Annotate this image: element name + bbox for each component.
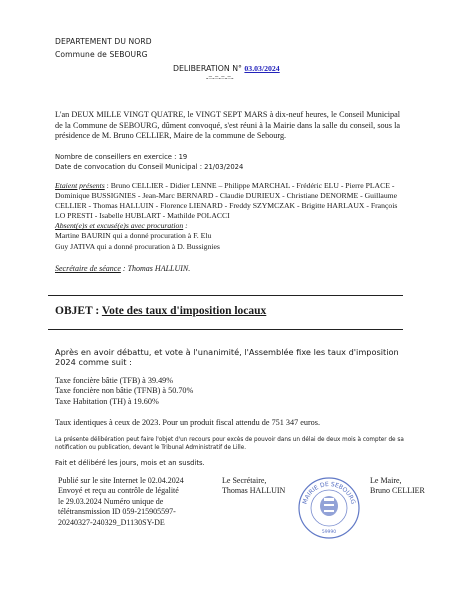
objet-label: OBJET :	[55, 305, 100, 317]
recours-notice: La présente délibération peut faire l'objet d'un recours pour excès de pouvoir dans un délai de deux mois à compter de sa notification ou publication, devant le Tribunal Administratif de Lille.	[55, 437, 404, 451]
objet-top-rule	[48, 295, 403, 296]
objet-bottom-rule	[48, 329, 403, 330]
publication-block	[58, 476, 184, 528]
secretary-role: Le Secrétaire,	[222, 476, 267, 485]
publication-line-1: Publié sur le site Internet le 02.04.2024	[58, 476, 184, 485]
tax-list	[55, 376, 400, 407]
publication-line-5: 20240327-240329_D1130SY-DE	[58, 517, 165, 527]
publication-line-3: le 29.03.2024 Numéro unique de	[58, 496, 164, 506]
decision-intro: Après en avoir débattu, et vote à l'unanimité, l'Assemblée fixe les taux d'imposition 2024 comme suit :	[55, 347, 399, 368]
fait-notice: Fait et délibéré les jours, mois et an susdits.	[55, 459, 205, 467]
mayor-signature-block	[370, 476, 425, 497]
decision-conclusion: Taux identiques à ceux de 2023. Pour un produit fiscal attendu de 751 347 euros.	[55, 418, 321, 427]
secretary-name: Thomas HALLUIN	[222, 486, 286, 496]
objet-title: Vote des taux d'imposition locaux	[101, 305, 267, 317]
secretary-value: : Thomas HALLUIN.	[120, 264, 191, 273]
present-list: : Bruno CELLIER - Didier LENNE – Philippe MARCHAL - Frédéric ELU - Pierre PLACE - Dominique BUSSIGNIES - Jean-Marc BERNARD - Claudie DURIEUX - Christiane DENORME - Guillaume CELLIER - Thomas HALLUIN - Florence LIENARD - Freddy SZYMCZAK - Brigitte HARLAUX - François LO PRESTI - Isabelle HUBLART - Mathilde POLACCI	[55, 181, 398, 221]
councillors-count: Nombre de conseillers en exercice : 19	[55, 153, 188, 161]
mairie-stamp-seal	[297, 476, 361, 540]
deliberation-number: 03.03/2024	[244, 64, 280, 73]
attendance-block	[55, 181, 400, 252]
convocation-date: Date de convocation du Conseil Municipal : 21/03/2024	[55, 163, 244, 171]
secretary-label: Secrétaire de séance	[55, 264, 121, 273]
absent-label: Absent(e)s et excusé(e)s avec procuration	[55, 221, 184, 231]
tax-th: Taxe Habitation (TH) à 19.60%	[55, 396, 159, 406]
stamp-code: 59990	[321, 530, 337, 535]
mayor-name: Bruno CELLIER	[370, 486, 425, 496]
absent-suffix: :	[183, 221, 188, 231]
proxy-line-1: Martine BAURIN qui a donné procuration à F. Elu	[55, 231, 212, 241]
secretary-line	[55, 264, 190, 273]
tax-tfb: Taxe foncière bâtie (TFB) à 39.49%	[55, 376, 174, 385]
header-separator: -=-=-=-=-	[206, 74, 234, 82]
publication-line-2: Envoyé et reçu au contrôle de légalité	[58, 486, 179, 496]
tax-tfnb: Taxe foncière non bâtie (TFNB) à 50.70%	[55, 386, 194, 396]
mayor-role: Le Maire,	[370, 476, 402, 485]
department-label: DEPARTEMENT DU NORD	[55, 37, 152, 46]
present-label: Etaient présents	[55, 181, 105, 190]
deliberation-title	[173, 64, 280, 73]
intro-paragraph: L'an DEUX MILLE VINGT QUATRE, le VINGT SEPT MARS à dix-neuf heures, le Conseil Municipal de la Commune de SEBOURG, dûment convoqué, s'est réuni à la Mairie dans la salle du conseil, sous la présidence de M. Bruno CELLIER, Maire de la commune de Sebourg.	[55, 110, 400, 141]
secretary-signature-block	[222, 476, 285, 497]
publication-line-4: télétransmission ID 059-215905597-	[58, 507, 176, 517]
objet-heading	[55, 305, 266, 317]
proxy-line-2: Guy JATIVA qui a donné procuration à D. Bussignies	[55, 241, 220, 251]
deliberation-label: DELIBERATION N°	[173, 64, 242, 73]
commune-label: Commune de SEBOURG	[55, 50, 148, 59]
stamp-text: MAIRIE DE SEBOURG	[301, 480, 357, 506]
